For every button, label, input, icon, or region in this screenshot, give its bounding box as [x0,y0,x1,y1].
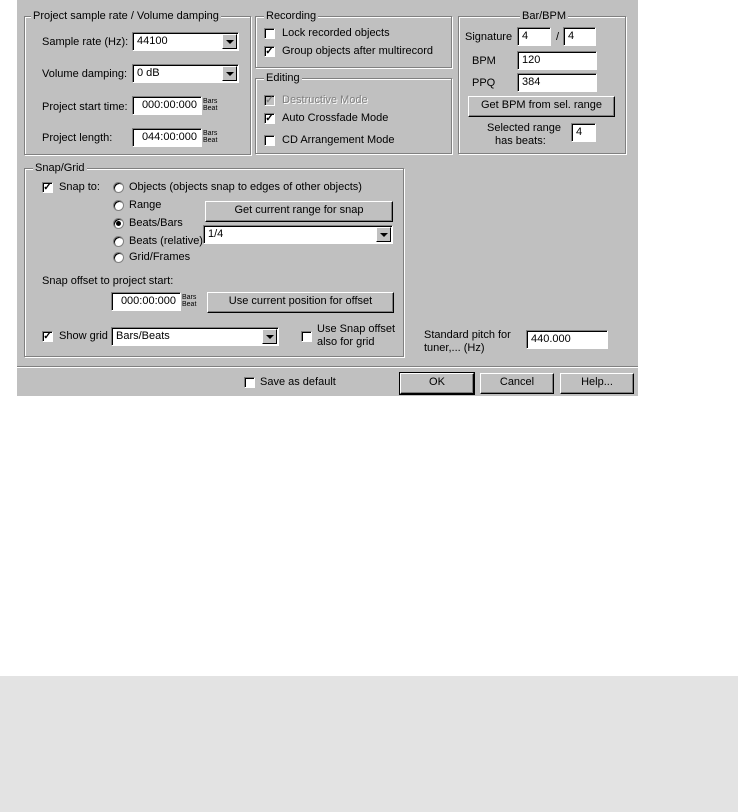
project-options-dialog [17,0,638,396]
standard-pitch-label-2: tuner,... (Hz) [424,342,485,354]
snap-to-checkbox[interactable]: ✓ [43,182,52,193]
volume-damping-label: Volume damping: [42,68,127,80]
cd-arrangement-checkbox[interactable] [264,135,275,146]
snap-option-beats-bars-radio[interactable] [113,218,124,229]
grid-value: Bars/Beats [116,330,170,342]
start-time-label: Project start time: [42,101,128,113]
sample-rate-label: Sample rate (Hz): [42,36,129,48]
standard-pitch-value: 440.000 [531,333,571,345]
bpm-label: BPM [472,55,496,67]
ppq-value: 384 [522,76,541,88]
ok-button[interactable]: OK [400,373,474,394]
volume-damping-select[interactable] [132,64,239,83]
signature-denominator-field[interactable] [563,27,596,46]
length-label: Project length: [42,132,113,144]
snap-beat-select[interactable] [203,225,393,244]
snap-option-grid-frames-label: Grid/Frames [129,251,191,263]
start-time-field[interactable] [132,96,202,115]
get-bpm-button[interactable]: Get BPM from sel. range [468,96,615,117]
start-time-value: 000:00:000 [141,99,197,111]
selected-range-label-2: has beats: [495,135,546,147]
length-value: 044:00:000 [141,131,197,143]
chevron-down-icon[interactable] [262,329,277,344]
help-button[interactable]: Help... [560,373,634,394]
chevron-down-icon[interactable] [222,66,237,81]
selected-range-beats-field[interactable] [571,123,596,142]
cancel-button[interactable]: Cancel [480,373,554,394]
use-position-for-offset-button[interactable]: Use current position for offset [207,292,394,313]
signature-separator: / [556,31,560,43]
bpm-value: 120 [522,54,541,66]
auto-crossfade-checkbox[interactable]: ✓ [265,113,274,124]
snap-offset-value: 000:00:000 [120,295,176,307]
bpm-field[interactable] [517,51,597,70]
snap-option-range-label: Range [129,199,162,211]
selected-range-beats-value: 4 [576,126,583,138]
bars-unit-label: Bars [203,130,218,137]
group-objects-checkbox[interactable]: ✓ [265,46,274,57]
footer-divider [17,366,638,368]
group-objects-label: Group objects after multirecord [282,45,434,57]
grid-select[interactable] [111,327,279,346]
use-snap-offset-label-1: Use Snap offset [317,323,396,335]
snap-option-grid-frames-radio[interactable] [113,252,124,263]
signature-label: Signature [465,31,513,43]
snap-option-objects-label: Objects (objects snap to edges of other objects) [129,181,362,193]
volume-damping-value: 0 dB [137,67,160,79]
snap-option-beats-relative-label: Beats (relative) [129,235,203,247]
recording-group [255,10,452,68]
lock-recorded-checkbox[interactable] [264,28,275,39]
sample-rate-value: 44100 [137,35,168,47]
editing-group-title: Editing [266,72,300,84]
background-panel [0,676,738,812]
lock-recorded-label: Lock recorded objects [282,27,390,39]
sample-rate-select[interactable] [132,32,239,51]
bar-bpm-group-title: Bar/BPM [522,10,567,22]
beat-unit-label: Beat [182,301,197,308]
use-snap-offset-checkbox[interactable] [301,331,312,342]
snap-offset-field[interactable] [111,292,181,311]
ppq-label: PPQ [472,77,496,89]
cd-arrangement-label: CD Arrangement Mode [282,134,395,146]
show-grid-label: Show grid [59,330,108,342]
chevron-down-icon[interactable] [222,34,237,49]
signature-denominator-value: 4 [568,30,575,42]
bars-beat-unit [203,98,217,112]
signature-numerator-value: 4 [522,30,529,42]
standard-pitch-label-1: Standard pitch for [424,329,511,341]
signature-numerator-field[interactable] [517,27,551,46]
snap-offset-label: Snap offset to project start: [42,275,174,287]
bars-unit-label: Bars [182,294,197,301]
use-snap-offset-label-2: also for grid [317,336,375,348]
snap-option-beats-relative-radio[interactable] [113,236,124,247]
save-as-default-label: Save as default [260,376,336,388]
destructive-mode-checkbox: ✓ [265,95,274,106]
length-field[interactable] [132,128,202,147]
beat-unit-label: Beat [203,105,218,112]
destructive-mode-label: Destructive Mode [282,94,368,106]
chevron-down-icon[interactable] [376,227,391,242]
get-range-for-snap-button[interactable]: Get current range for snap [205,201,393,222]
ppq-field[interactable] [517,73,597,92]
auto-crossfade-label: Auto Crossfade Mode [282,112,389,124]
snap-grid-group-title: Snap/Grid [35,162,85,174]
snap-option-objects-radio[interactable] [113,182,124,193]
recording-group-title: Recording [266,10,317,22]
snap-to-label: Snap to: [59,181,100,193]
snap-option-beats-bars-label: Beats/Bars [129,217,183,229]
snap-beat-value: 1/4 [208,228,224,240]
beat-unit-label: Beat [203,137,218,144]
standard-pitch-field[interactable] [526,330,608,349]
bars-beat-unit [182,294,196,308]
bars-unit-label: Bars [203,98,218,105]
show-grid-checkbox[interactable]: ✓ [43,331,52,342]
save-as-default-checkbox[interactable] [244,377,255,388]
selected-range-label-1: Selected range [487,122,561,134]
bars-beat-unit [203,130,217,144]
sample-rate-group-title: Project sample rate / Volume damping [33,10,219,22]
snap-option-range-radio[interactable] [113,200,124,211]
